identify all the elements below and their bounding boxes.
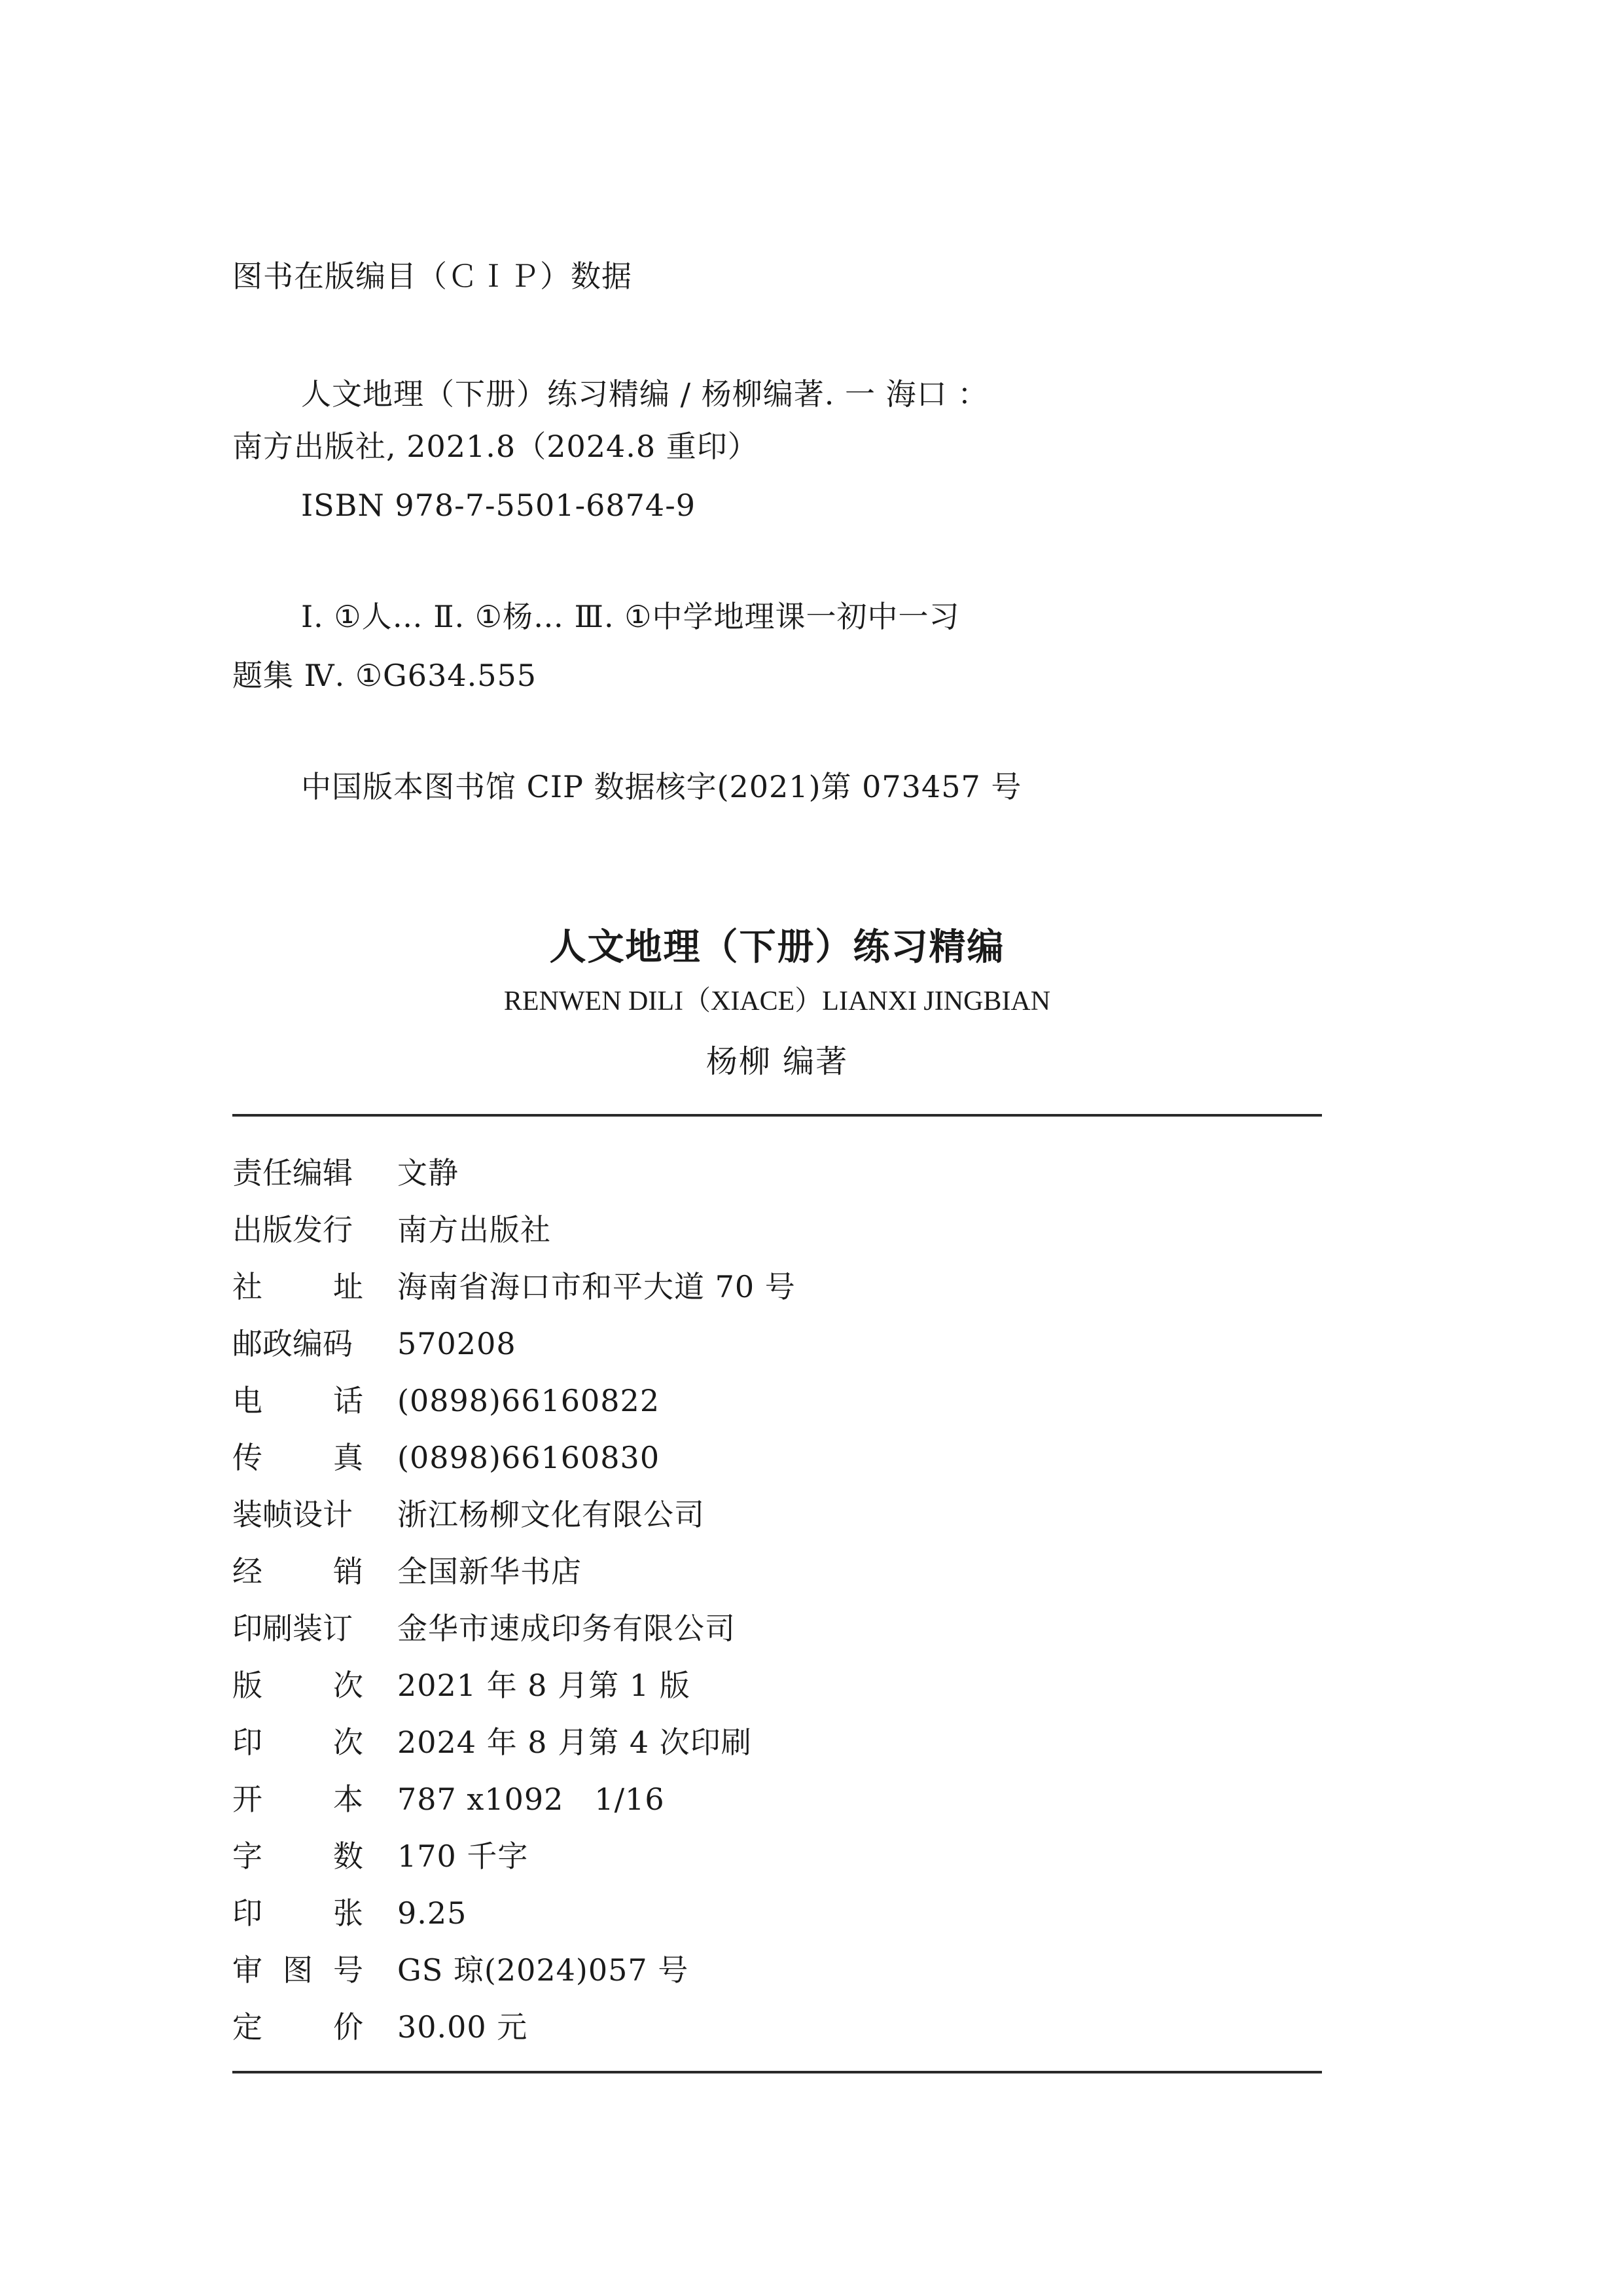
info-value: 2024 年 8 月第 4 次印刷 (397, 1725, 752, 1760)
info-label: 社 址 (232, 1269, 363, 1304)
divider-bottom (232, 2071, 1322, 2073)
info-label: 邮政编码 (232, 1326, 353, 1361)
info-label: 出版发行 (232, 1212, 353, 1247)
info-value: (0898)66160822 (397, 1383, 660, 1418)
cip-entry-line: 南方出版社, 2021.8（2024.8 重印） (232, 429, 758, 464)
info-value: 570208 (397, 1326, 516, 1361)
info-label: 装帧设计 (232, 1497, 353, 1532)
book-title-pinyin: RENWEN DILI（XIACE）LIANXI JINGBIAN (503, 986, 1051, 1016)
info-value: 海南省海口市和平大道 70 号 (397, 1269, 796, 1304)
cip-entry-line: 人文地理（下册）练习精编 / 杨柳编著. 一 海口 ： (301, 376, 989, 412)
info-label: 传 真 (232, 1440, 363, 1475)
info-value: (0898)66160830 (397, 1440, 660, 1475)
divider-top (232, 1114, 1322, 1117)
info-value: 文静 (397, 1155, 459, 1191)
info-value: GS 琼(2024)057 号 (397, 1952, 689, 1988)
info-label: 审 图 号 (232, 1952, 363, 1988)
info-value: 787 x1092 1/16 (397, 1782, 665, 1817)
book-title: 人文地理（下册）练习精编 (549, 925, 1005, 969)
info-label: 字 数 (232, 1839, 363, 1874)
cip-verification-number: 中国版本图书馆 CIP 数据核字(2021)第 073457 号 (301, 769, 1022, 804)
info-value: 2021 年 8 月第 1 版 (397, 1668, 690, 1703)
info-label: 开 本 (232, 1782, 363, 1817)
info-label: 印 张 (232, 1895, 363, 1931)
info-value: 全国新华书店 (397, 1554, 582, 1589)
cip-heading: 图书在版编目（ＣＩＰ）数据 (232, 259, 632, 294)
info-value: 金华市速成印务有限公司 (397, 1611, 736, 1646)
info-label: 印 次 (232, 1725, 363, 1760)
info-label: 定 价 (232, 2009, 363, 2045)
info-value: 浙江杨柳文化有限公司 (397, 1497, 705, 1532)
cip-isbn: ISBN 978-7-5501-6874-9 (301, 488, 696, 523)
cip-subject-line: Ⅰ. ①人… Ⅱ. ①杨… Ⅲ. ①中学地理课一初中一习 (301, 599, 960, 634)
info-label: 电 话 (232, 1383, 363, 1418)
info-value: 170 千字 (397, 1839, 529, 1874)
info-value: 30.00 元 (397, 2009, 528, 2045)
info-label: 版 次 (232, 1668, 363, 1703)
book-author: 杨柳 编著 (705, 1043, 849, 1080)
info-label: 责任编辑 (232, 1155, 353, 1191)
info-label: 经 销 (232, 1554, 363, 1589)
info-value: 南方出版社 (397, 1212, 551, 1247)
info-value: 9.25 (397, 1895, 467, 1931)
info-label: 印刷装订 (232, 1611, 353, 1646)
cip-subject-line: 题集 Ⅳ. ①G634.555 (232, 658, 537, 693)
